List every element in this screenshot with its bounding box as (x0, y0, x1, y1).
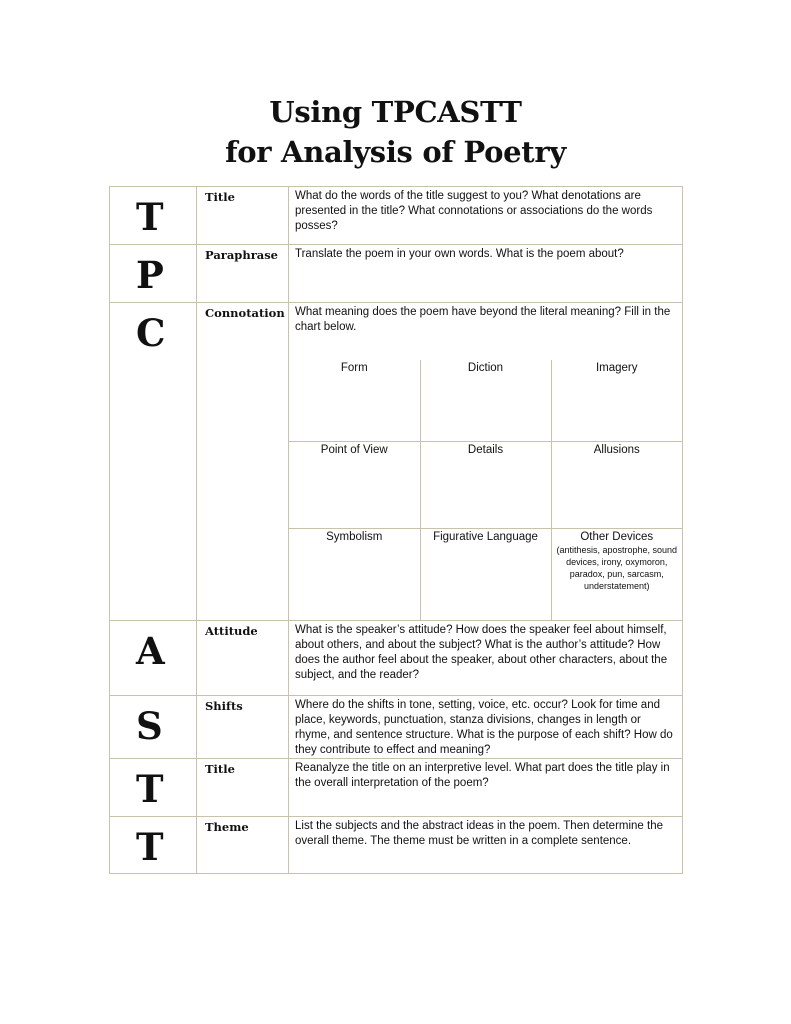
letter-a: A (136, 629, 165, 673)
row-title (110, 187, 683, 245)
row-theme (110, 817, 683, 874)
row-shifts (110, 696, 683, 759)
label-shifts: Shifts (205, 699, 243, 713)
desc-connotation: What meaning does the poem have beyond the literal meaning? Fill in the chart below. (295, 306, 671, 333)
row-attitude (110, 621, 683, 696)
label-title-2: Title (205, 762, 235, 776)
chart-cell-diction: Diction (420, 360, 551, 441)
letter-t-3: T (136, 825, 164, 869)
connotation-chart (289, 360, 682, 620)
letter-s: S (136, 704, 163, 748)
chart-cell-symbolism: Symbolism (289, 528, 420, 620)
chart-cell-point-of-view: Point of View (289, 441, 420, 528)
desc-theme: List the subjects and the abstract ideas in the poem. Then determine the overall theme. The theme must be written in a complete sentence. (295, 820, 664, 847)
title-line-2: for Analysis of Poetry (225, 135, 566, 169)
label-connotation: Connotation (205, 306, 285, 320)
other-devices-label: Other Devices (580, 530, 654, 543)
tpcastt-table (109, 186, 683, 874)
chart-cell-form: Form (289, 360, 420, 441)
chart-cell-details: Details (420, 441, 551, 528)
chart-cell-allusions: Allusions (551, 441, 682, 528)
letter-t: T (136, 195, 164, 239)
desc-attitude: What is the speaker’s attitude? How does the speaker feel about himself, about others, and about the subject? What is the author’s attitude? How does the author feel about the speaker, about other characters, about the subject, and the reader? (295, 624, 668, 681)
desc-title-2: Reanalyze the title on an interpretive level. What part does the title play in the overall interpretation of the poem? (295, 762, 670, 789)
chart-cell-other-devices (551, 528, 682, 620)
letter-p: P (136, 253, 164, 297)
letter-c: C (136, 311, 166, 355)
chart-cell-figurative-language: Figurative Language (420, 528, 551, 620)
page-title (0, 92, 791, 172)
row-paraphrase (110, 245, 683, 303)
label-title: Title (205, 190, 235, 204)
title-line-1: Using TPCASTT (269, 95, 522, 129)
letter-t-2: T (136, 767, 164, 811)
row-title-2 (110, 759, 683, 817)
chart-cell-imagery: Imagery (551, 360, 682, 441)
desc-paraphrase: Translate the poem in your own words. What is the poem about? (295, 248, 624, 260)
desc-title: What do the words of the title suggest to you? What denotations are presented in the title? What connotations or associations do the words posses? (295, 190, 653, 232)
label-paraphrase: Paraphrase (205, 248, 279, 262)
label-theme: Theme (205, 820, 249, 834)
desc-shifts: Where do the shifts in tone, setting, voice, etc. occur? Look for time and place, keywords, punctuation, stanza divisions, changes in length or rhyme, and sentence structure. What is the purpose of each shift? How do they contribute to effect and meaning? (295, 699, 673, 756)
label-attitude: Attitude (205, 624, 258, 638)
row-connotation (110, 303, 683, 621)
other-devices-note: (antithesis, apostrophe, sound devices, irony, oxymoron, paradox, pun, sarcasm, understatement) (556, 544, 678, 591)
